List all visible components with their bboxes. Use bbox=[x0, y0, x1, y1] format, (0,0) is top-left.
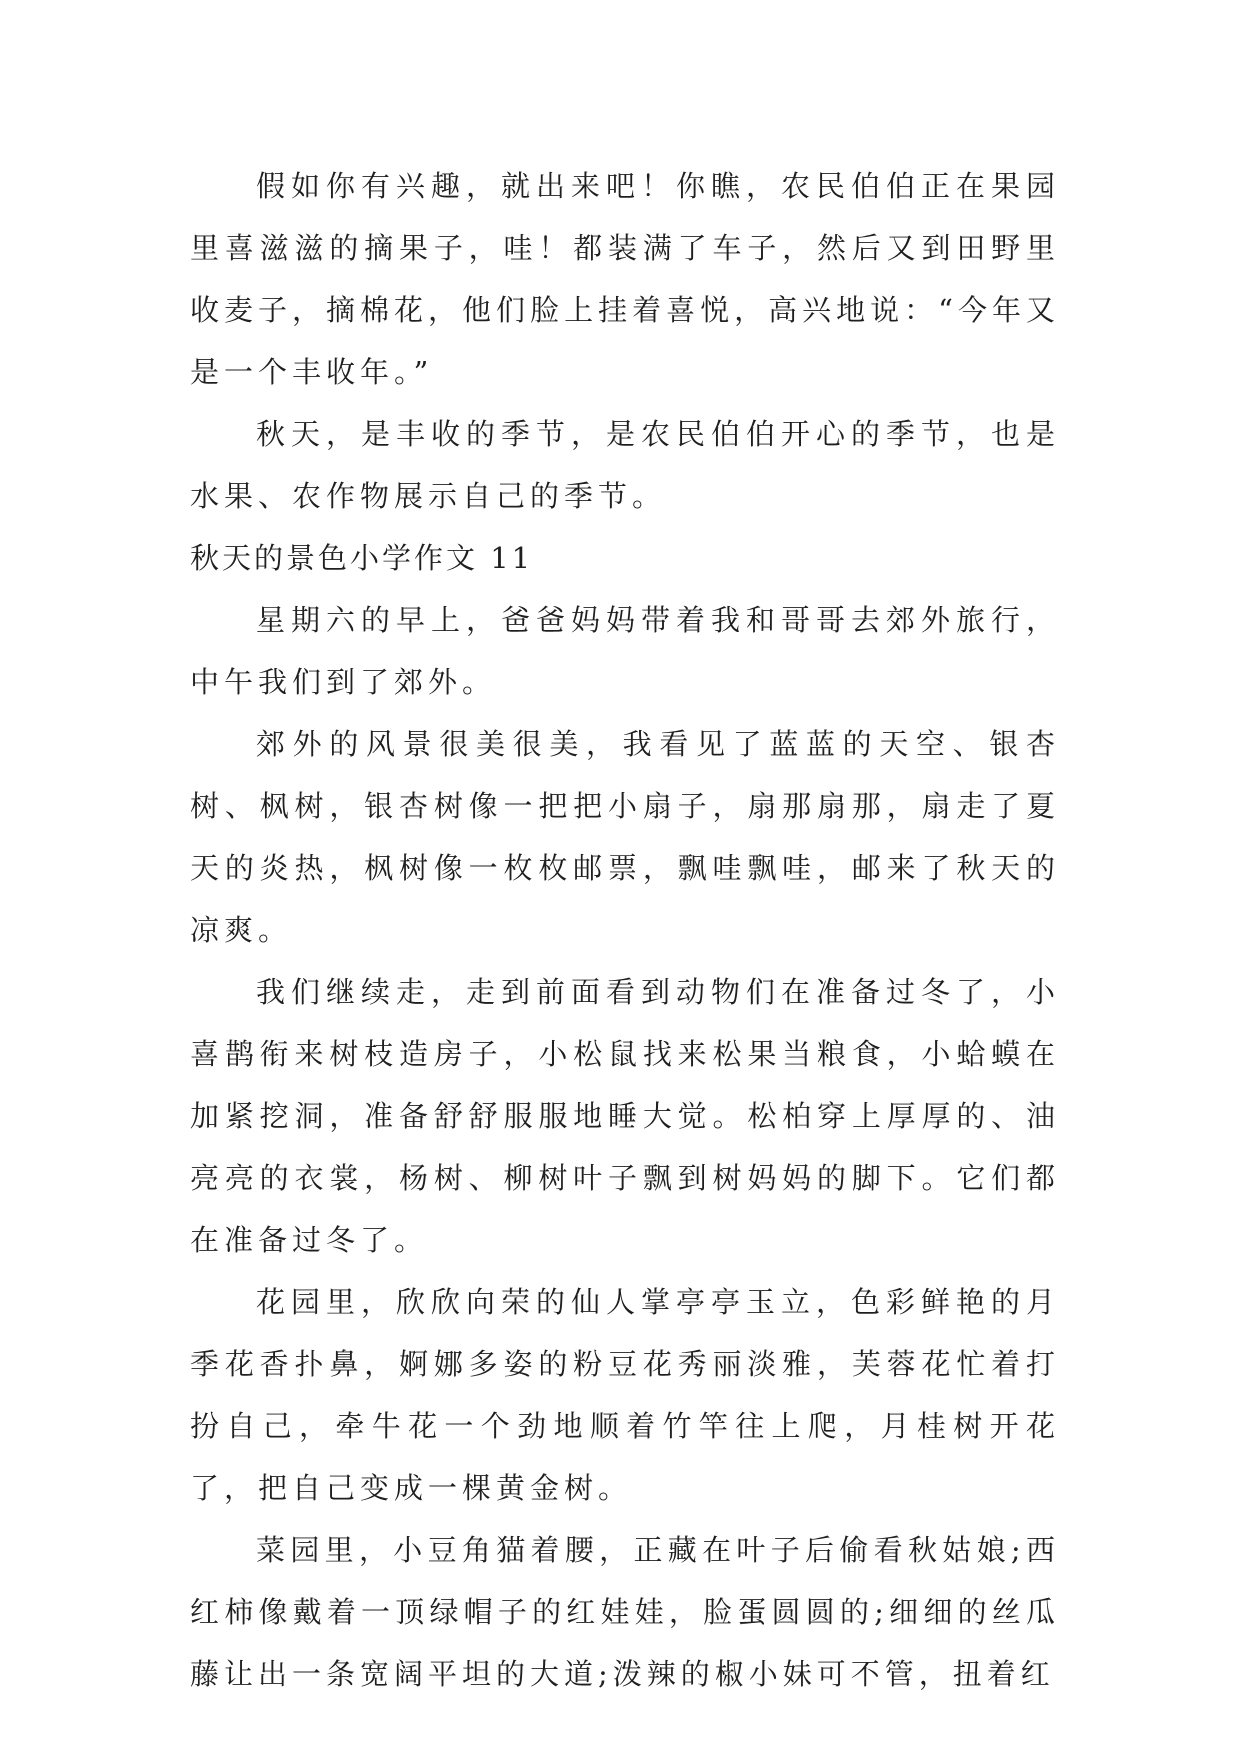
document-page bbox=[190, 155, 1060, 1705]
paragraph-vegetable-garden: 菜园里，小豆角猫着腰，正藏在叶子后偷看秋姑娘;西红柿像戴着一顶绿帽子的红娃娃，脸蛋圆圆的;细细的丝瓜藤让出一条宽阔平坦的大道;泼辣的椒小妹可不管，扭着红 bbox=[190, 1533, 1060, 1691]
paragraph-animals-winter: 我们继续走，走到前面看到动物们在准备过冬了，小喜鹊衔来树枝造房子，小松鼠找来松果当粮食，小蛤蟆在加紧挖洞，准备舒舒服服地睡大觉。松柏穿上厚厚的、油亮亮的衣裳，杨树、柳树叶子飘到树妈妈的脚下。它们都在准备过冬了。 bbox=[190, 975, 1060, 1257]
paragraph-suburb-scenery: 郊外的风景很美很美，我看见了蓝蓝的天空、银杏树、枫树，银杏树像一把把小扇子，扇那扇那，扇走了夏天的炎热，枫树像一枚枚邮票，飘哇飘哇，邮来了秋天的凉爽。 bbox=[190, 727, 1060, 947]
paragraph-flower-garden: 花园里，欣欣向荣的仙人掌亭亭玉立，色彩鲜艳的月季花香扑鼻，婀娜多姿的粉豆花秀丽淡雅，芙蓉花忙着打扮自己，牵牛花一个劲地顺着竹竿往上爬，月桂树开花了，把自己变成一棵黄金树。 bbox=[190, 1285, 1060, 1505]
paragraph-harvest: 假如你有兴趣，就出来吧！你瞧，农民伯伯正在果园里喜滋滋的摘果子，哇！都装满了车子，然后又到田野里收麦子，摘棉花，他们脸上挂着喜悦，高兴地说：“今年又是一个丰收年。” bbox=[190, 169, 1060, 389]
paragraph-saturday-trip: 星期六的早上，爸爸妈妈带着我和哥哥去郊外旅行，中午我们到了郊外。 bbox=[190, 603, 1060, 699]
paragraph-autumn-season: 秋天，是丰收的季节，是农民伯伯开心的季节，也是水果、农作物展示自己的季节。 bbox=[190, 417, 1060, 513]
essay-title: 秋天的景色小学作文 11 bbox=[190, 541, 534, 575]
